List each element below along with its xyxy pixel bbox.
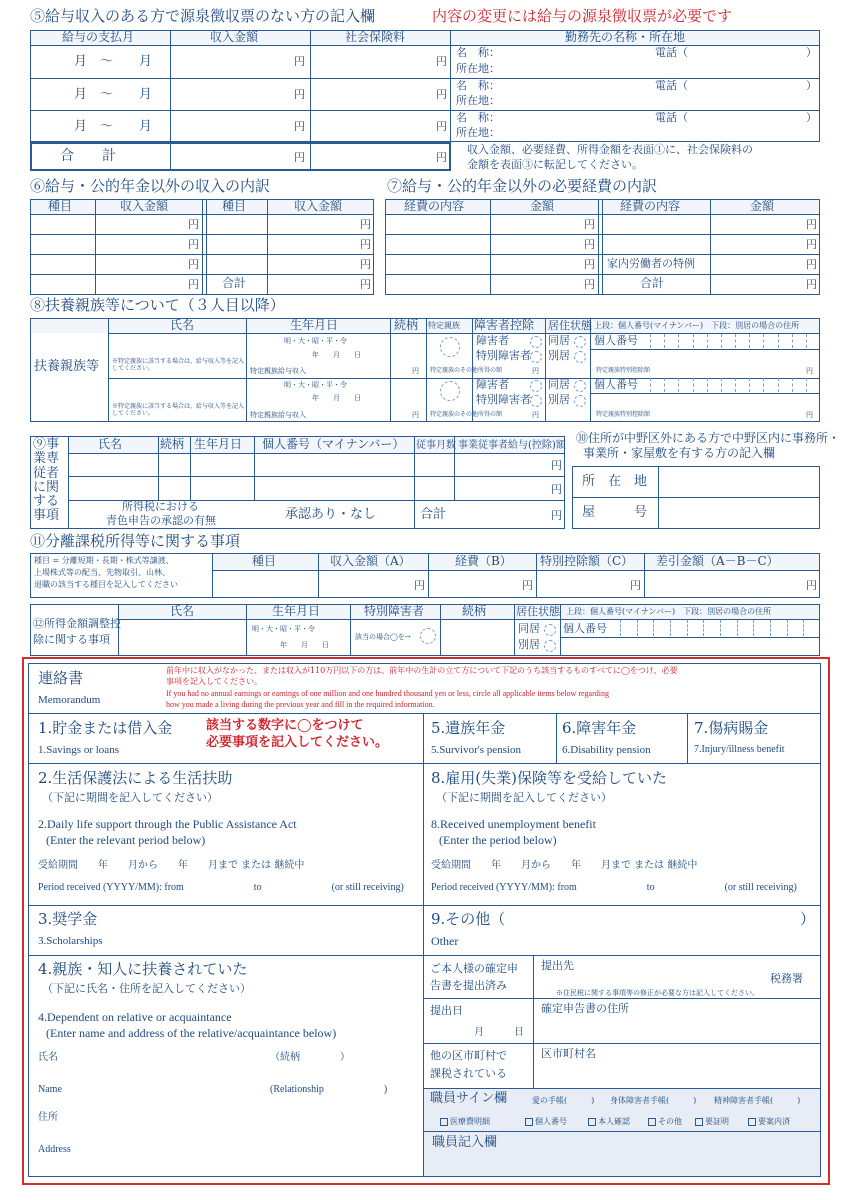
s5-note: 内容の変更には給与の源泉徴収票が必要です [432,7,733,25]
s5-total-label: 合 計 [60,148,116,164]
s5-r3-tel[interactable]: 電話（ [655,111,688,124]
s9-approve[interactable]: 承認あり・なし [285,507,377,522]
s5-title: ⑤給与収入のある方で源泉徴収票のない方の記入欄 [30,7,376,25]
s5-r1-month[interactable]: 月 ～ 月 [74,54,153,69]
s5-r2-tel[interactable]: 電話（ [655,79,688,92]
s10-title1: ⑩住所が中野区外にある方で中野区内に事務所・ [576,431,841,445]
item-2[interactable]: 2.生活保護法による生活扶助 [38,769,233,787]
s6-total: 合計 [222,276,247,290]
s5-h-employer: 勤務先の名称・所在地 [565,30,686,44]
tokutei-circle-1[interactable] [440,337,460,357]
circle-instruction-2: 必要事項を記入してください。 [206,735,389,750]
memo-title-en: Memorandum [38,694,101,706]
tokutei-circle-2[interactable] [440,381,460,401]
item-7[interactable]: 7.傷病賜金 [694,719,769,737]
s5-r1-name[interactable]: 名 称： [456,46,500,59]
s5-r3-month[interactable]: 月 ～ 月 [74,119,153,134]
s5-h-social: 社会保険料 [345,30,406,44]
s11-title: ⑪分離課税所得等に関する事項 [30,532,241,550]
s5-memo1: 収入金額、必要経費、所得金額を表面①に、社会保険料の [467,143,753,156]
s5-r2-name[interactable]: 名 称： [456,79,500,92]
s10-title2: 事業所・家屋敷を有する方の記入欄 [583,446,776,460]
staff-entry: 職員記入欄 [432,1135,498,1150]
item-3[interactable]: 3.奨学金 [38,910,98,928]
s5-r1-addr[interactable]: 所在地： [456,62,500,75]
s6-title: ⑥給与・公的年金以外の収入の内訳 [30,177,271,195]
dep-rel-label[interactable]: （続柄 ） [270,1052,350,1063]
s5-h-month: 給与の支払月 [62,30,135,44]
s7-total: 合計 [640,276,665,290]
s8-title: ⑧扶養親族等について（３人目以降） [30,296,285,314]
item-8-period[interactable]: 受給期間 年 月から 年 月まで または 継続中 [431,860,698,871]
s5-r2-addr[interactable]: 所在地： [456,94,500,107]
s5-r2-month[interactable]: 月 ～ 月 [74,87,153,102]
s7-title: ⑦給与・公的年金以外の必要経費の内訳 [387,177,658,195]
item-8[interactable]: 8.雇用(失業)保険等を受給していた [431,769,668,787]
s5-r1-tel[interactable]: 電話（ [655,46,688,59]
item-9[interactable]: 9.その他（ [431,910,506,928]
staff-sign: 職員サイン欄 [430,1091,508,1106]
item-6[interactable]: 6.障害年金 [562,719,637,737]
s5-r3-addr[interactable]: 所在地： [456,126,500,139]
circle-instruction-1: 該当する数字に◯をつけて [206,718,364,733]
item-4[interactable]: 4.親族・知人に扶養されていた [38,960,248,978]
s7-special: 家内労働者の特例 [607,257,695,270]
item-5[interactable]: 5.遺族年金 [431,719,506,737]
dep-addr-label: 住所 [38,1112,58,1123]
item-2-period[interactable]: 受給期間 年 月から 年 月まで または 継続中 [38,860,305,871]
s5-memo2: 金額を表面③に転記してください。 [467,158,643,171]
s5-h-income: 収入金額 [210,30,259,44]
s9-side: ⑨事業専従者に関する事項 [33,437,60,524]
item-1[interactable]: 1.貯金または借入金 [38,719,173,737]
dep-name-label: 氏名 [38,1052,58,1063]
s5-r3-name[interactable]: 名 称： [456,111,500,124]
memo-title: 連絡書 [38,669,84,687]
s8-side: 扶養親族等 [34,359,100,374]
